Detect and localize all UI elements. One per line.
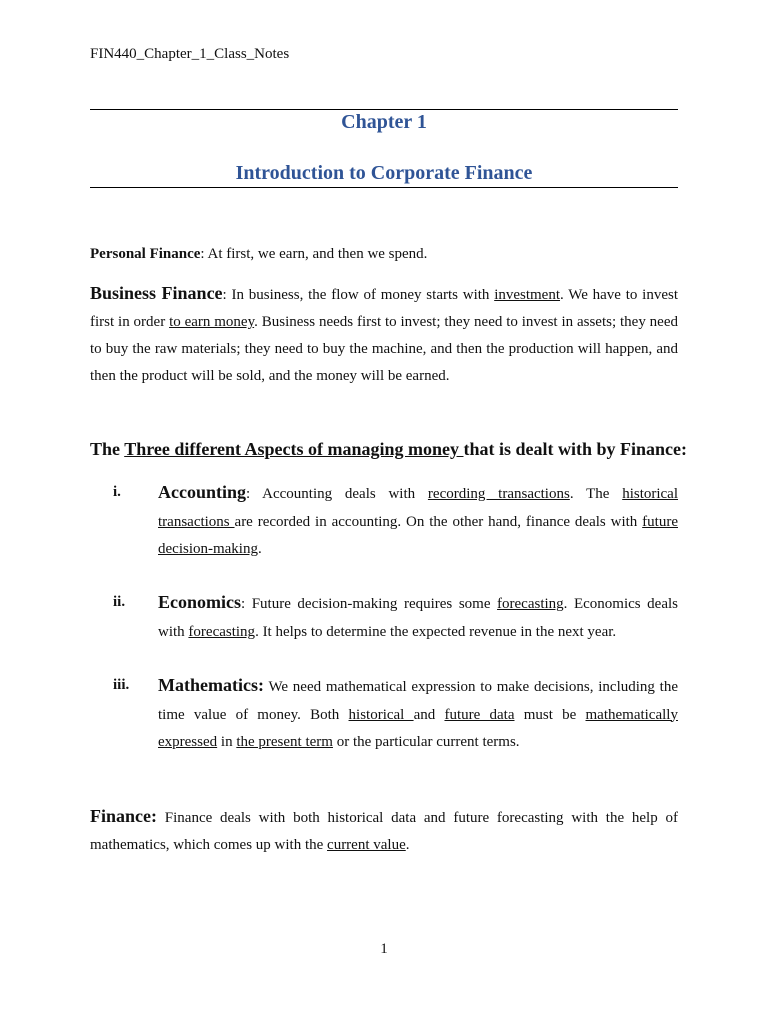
item-text: . [257,541,262,557]
underlined-historical-transactions: historical transactions [158,486,679,530]
underlined-investment: investment [494,287,561,303]
item-text: must be [514,706,586,723]
aspects-heading-prefix: The [90,439,125,459]
aspects-heading [90,439,690,460]
economics-text [158,589,678,646]
list-marker: i. [113,484,121,500]
personal-finance-text: : At first, we earn, and then we spend. [200,246,428,262]
underlined-the-present-term: the present term [236,734,333,750]
item-text: . It helps to determine the expected revenue in the next year. [255,623,617,640]
underlined-mathematically-expressed: mathematically expressed [158,706,678,750]
finance-text: . [405,837,410,853]
page-number: 1 [380,941,388,957]
list-marker: ii. [113,594,126,610]
underlined-to-earn-money: to earn money [169,314,255,330]
mathematics-term: Mathematics: [158,675,264,695]
list-marker: iii. [113,677,130,693]
finance-text: Finance deals with both historical data and future forecasting with the help of mathematics, which comes up with the [90,810,678,853]
underlined-current-value: current value [327,837,406,853]
business-finance-text: : In business, the flow of money starts with [222,287,495,303]
aspects-heading-suffix: that is dealt with by Finance: [463,439,688,459]
underlined-future-decision-making: future decision-making [158,513,678,557]
accounting-term: Accounting [158,482,247,502]
item-text: : Future decision-making requires some [241,596,498,612]
underlined-recording-transactions: recording transactions [427,486,570,502]
item-text: : Accounting deals with [246,486,428,502]
personal-finance-term: Personal Finance [90,246,201,262]
item-text: in [217,734,237,750]
item-text: We need mathematical expression to make decisions, including the time value of money. Both [158,679,678,723]
item-text: and [413,706,445,723]
chapter-subtitle: Introduction to Corporate Finance [235,162,533,184]
business-finance-paragraph [90,280,678,390]
chapter-title: Chapter 1 [341,111,427,133]
aspects-heading-underlined: Three different Aspects of managing money [124,439,464,459]
title-top-rule [90,109,678,110]
item-text: are recorded in accounting. On the other hand, finance deals with [234,513,643,530]
economics-term: Economics [158,592,241,612]
accounting-text [158,479,678,564]
page-header: FIN440_Chapter_1_Class_Notes [90,46,290,62]
item-text: . Economics deals with [158,596,678,640]
finance-paragraph [90,803,678,859]
finance-term: Finance: [90,806,157,826]
personal-finance-paragraph [90,241,678,268]
mathematics-text [158,672,678,757]
item-text: or the particular current terms. [332,734,520,750]
underlined-future-data: future data [444,706,515,723]
item-text: . The [569,486,623,502]
title-bottom-rule [90,187,678,188]
underlined-forecasting: forecasting [188,623,256,640]
business-finance-text: . Business needs first to invest; they need to invest in assets; they need to buy the raw materials; they need to buy the machine, and then the production will happen, and then the product will be sold, and the money will be earned. [90,314,678,384]
underlined-historical: historical [348,706,414,723]
business-finance-term: Business Finance [90,283,223,303]
business-finance-text: . We have to invest first in order [90,287,678,330]
underlined-forecasting: forecasting [497,596,564,612]
